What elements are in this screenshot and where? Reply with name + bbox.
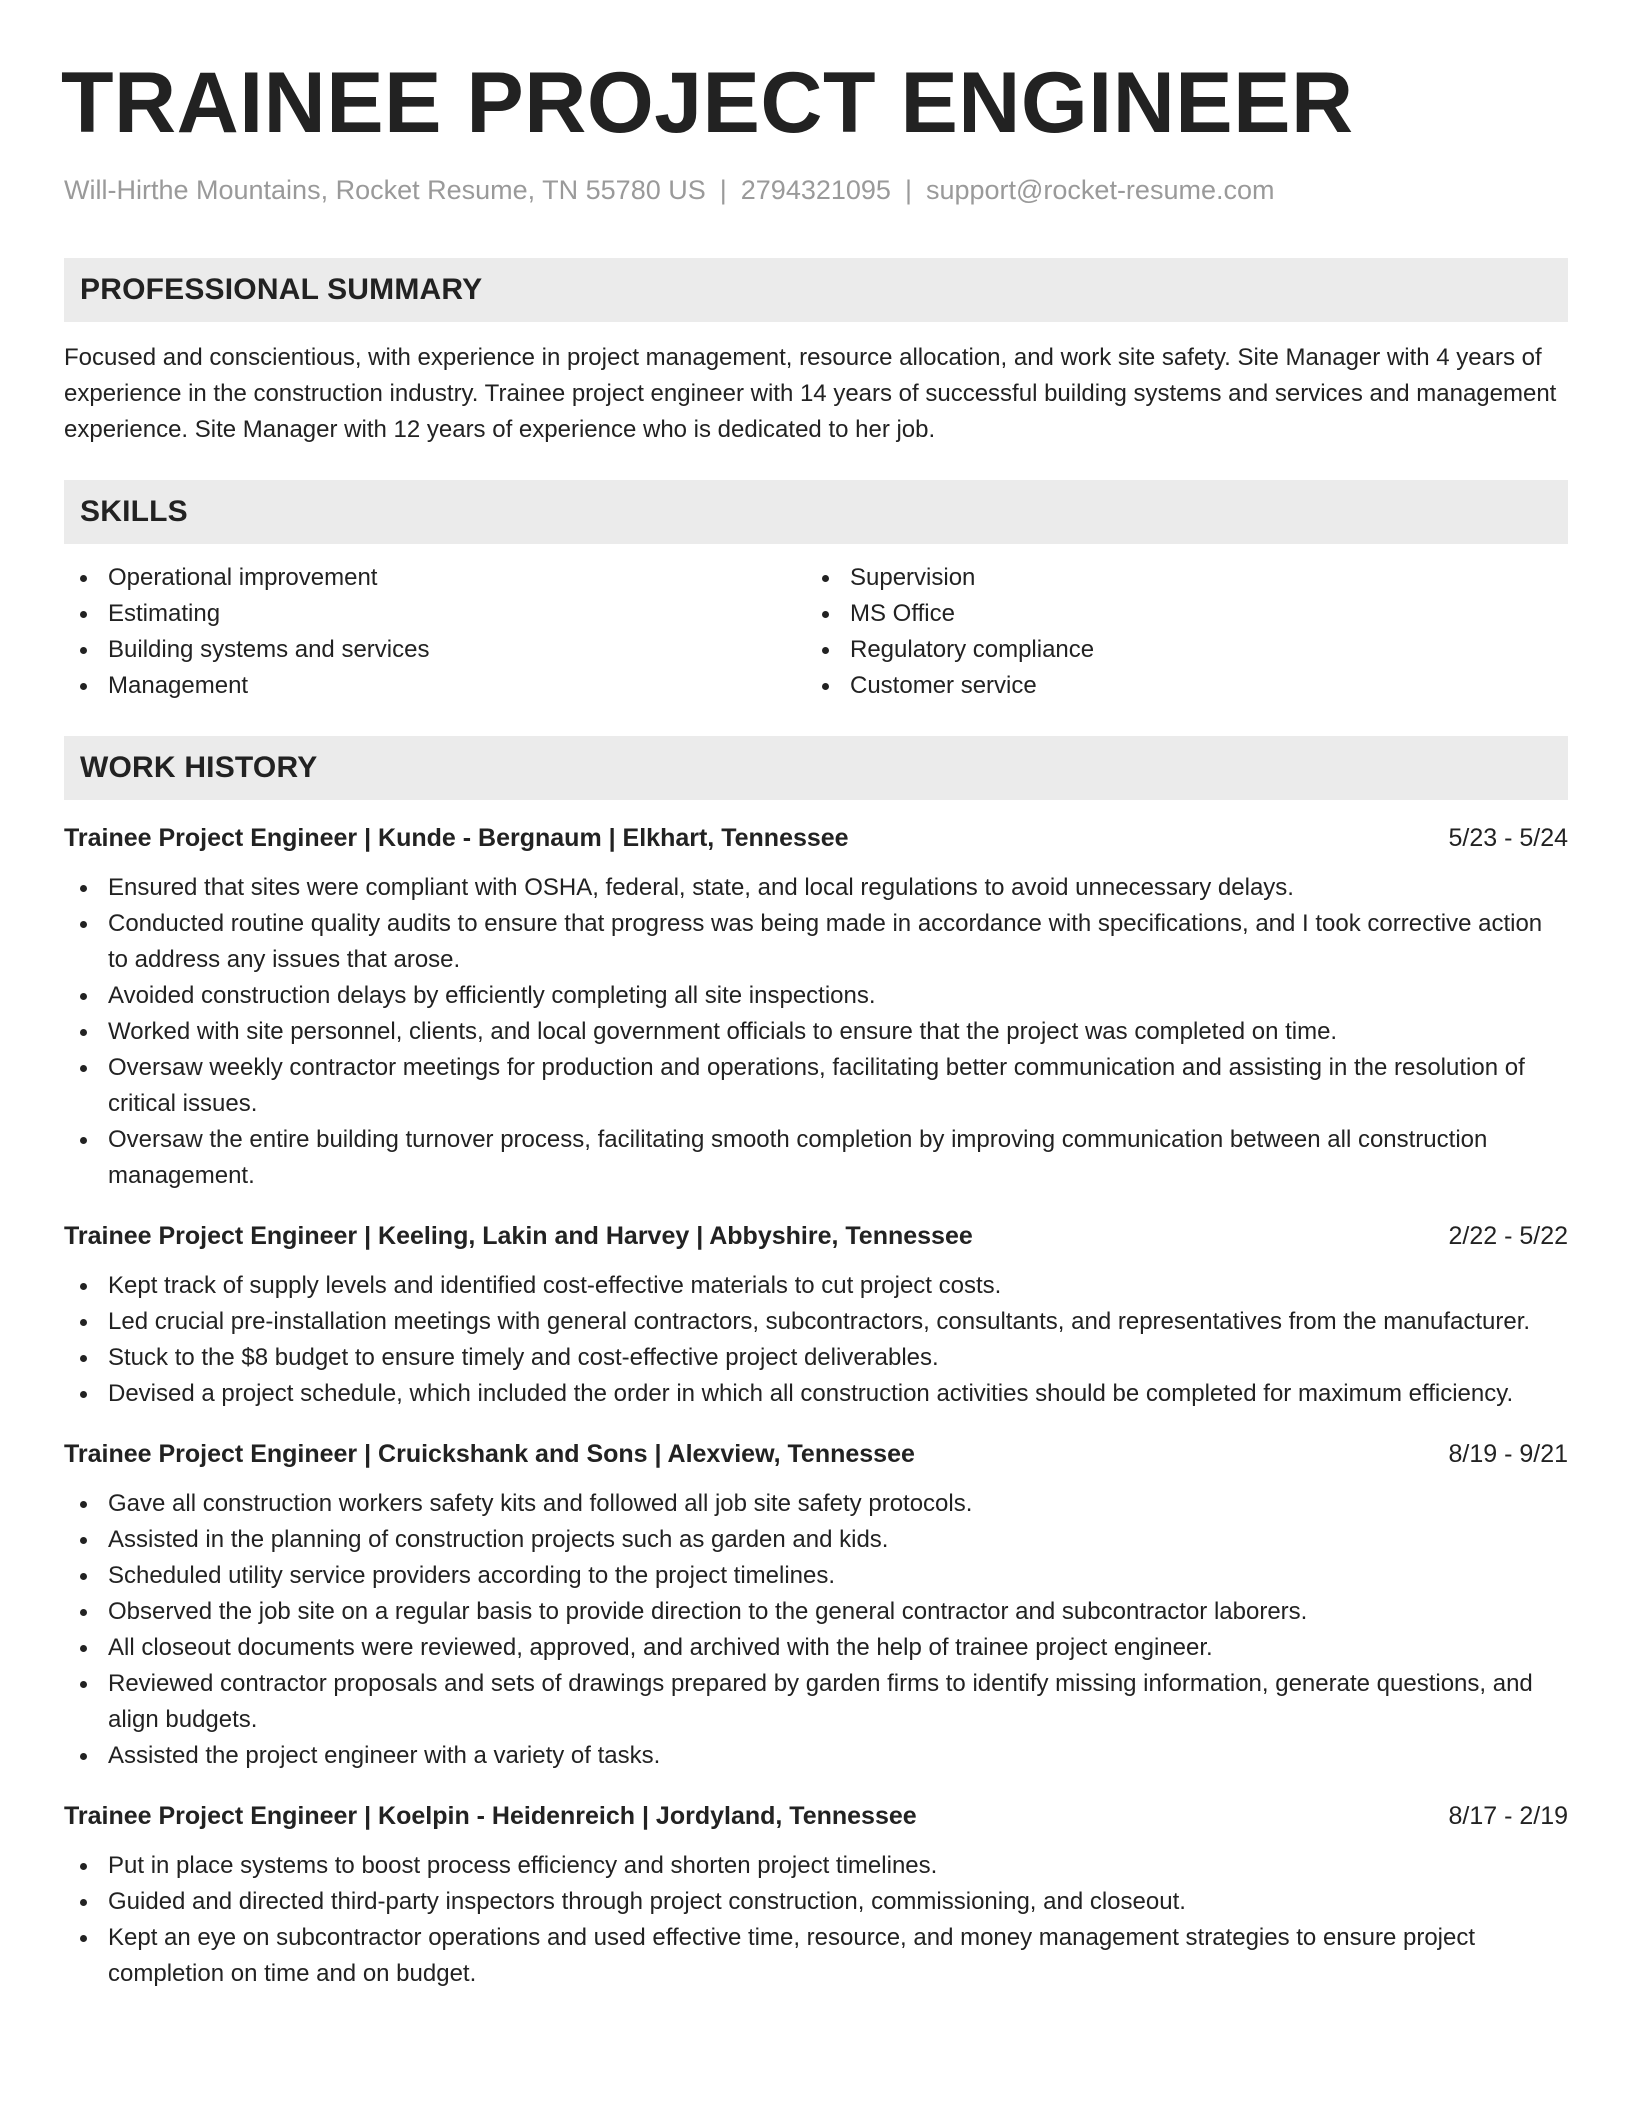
job-dates: 8/17 - 2/19 — [1448, 1802, 1568, 1831]
skill-item: Estimating — [64, 596, 806, 632]
job-entry — [64, 820, 1568, 1194]
job-bullet: Reviewed contractor proposals and sets of drawings prepared by garden firms to identify missing information, generate questions, and align budgets. — [64, 1666, 1568, 1738]
contact-separator: | — [719, 175, 727, 205]
job-dates: 2/22 - 5/22 — [1448, 1222, 1568, 1251]
job-bullet: Led crucial pre-installation meetings with general contractors, subcontractors, consultants, and representatives from the manufacturer. — [64, 1304, 1568, 1340]
page-title: TRAINEE PROJECT ENGINEER — [61, 55, 1354, 151]
job-header — [64, 1436, 1568, 1472]
job-header — [64, 1218, 1568, 1254]
job-bullet: Kept track of supply levels and identified cost-effective materials to cut project costs. — [64, 1268, 1568, 1304]
skill-item: Supervision — [806, 560, 1548, 596]
skill-item: Operational improvement — [64, 560, 806, 596]
skills-column-left — [64, 560, 806, 704]
job-bullet: Ensured that sites were compliant with OSHA, federal, state, and local regulations to avoid unnecessary delays. — [64, 870, 1568, 906]
job-title: Trainee Project Engineer | Cruickshank and Sons | Alexview, Tennessee — [64, 1440, 915, 1469]
job-bullet: Gave all construction workers safety kits and followed all job site safety protocols. — [64, 1486, 1568, 1522]
contact-line — [64, 174, 1568, 206]
job-header — [64, 1798, 1568, 1834]
skill-item: Customer service — [806, 668, 1548, 704]
job-bullets — [64, 870, 1568, 1194]
job-entry — [64, 1436, 1568, 1774]
job-bullets — [64, 1268, 1568, 1412]
section-header-summary: PROFESSIONAL SUMMARY — [64, 258, 1568, 322]
job-bullet: Oversaw the entire building turnover process, facilitating smooth completion by improving communication between all construction management. — [64, 1122, 1568, 1194]
job-title: Trainee Project Engineer | Koelpin - Heidenreich | Jordyland, Tennessee — [64, 1802, 917, 1831]
job-bullet: Assisted in the planning of construction projects such as garden and kids. — [64, 1522, 1568, 1558]
skill-item: Management — [64, 668, 806, 704]
job-bullet: Worked with site personnel, clients, and local government officials to ensure that the project was completed on time. — [64, 1014, 1568, 1050]
job-bullet: Conducted routine quality audits to ensure that progress was being made in accordance with specifications, and I took corrective action to address any issues that arose. — [64, 906, 1568, 978]
job-bullets — [64, 1486, 1568, 1774]
job-bullet: Put in place systems to boost process efficiency and shorten project timelines. — [64, 1848, 1568, 1884]
contact-address: Will-Hirthe Mountains, Rocket Resume, TN 55780 US — [64, 175, 706, 205]
skills-list — [64, 560, 1568, 704]
contact-separator: | — [904, 175, 912, 205]
job-bullet: Oversaw weekly contractor meetings for production and operations, facilitating better communication and assisting in the resolution of critical issues. — [64, 1050, 1568, 1122]
job-bullet: Kept an eye on subcontractor operations and used effective time, resource, and money management strategies to ensure project completion on time and on budget. — [64, 1920, 1568, 1992]
contact-phone: 2794321095 — [740, 175, 891, 205]
job-bullet: Stuck to the $8 budget to ensure timely and cost-effective project deliverables. — [64, 1340, 1568, 1376]
job-bullet: Devised a project schedule, which included the order in which all construction activities should be completed for maximum efficiency. — [64, 1376, 1568, 1412]
contact-email: support@rocket-resume.com — [925, 175, 1275, 205]
job-title: Trainee Project Engineer | Kunde - Bergnaum | Elkhart, Tennessee — [64, 824, 849, 853]
section-header-work-history: WORK HISTORY — [64, 736, 1568, 800]
job-entry — [64, 1798, 1568, 1992]
job-bullets — [64, 1848, 1568, 1992]
job-header — [64, 820, 1568, 856]
job-bullet: Guided and directed third-party inspectors through project construction, commissioning, and closeout. — [64, 1884, 1568, 1920]
job-bullet: All closeout documents were reviewed, approved, and archived with the help of trainee project engineer. — [64, 1630, 1568, 1666]
job-bullet: Observed the job site on a regular basis to provide direction to the general contractor and subcontractor laborers. — [64, 1594, 1568, 1630]
skill-item: Building systems and services — [64, 632, 806, 668]
section-header-skills: SKILLS — [64, 480, 1568, 544]
summary-text: Focused and conscientious, with experience in project management, resource allocation, and work site safety. Site Manager with 4 years of experience in the construction industry. Trainee project engineer with 14 years of successful building systems and services and management experience. Site Manager with 12 years of experience who is dedicated to her job. — [64, 344, 1557, 444]
skills-column-right — [806, 560, 1548, 704]
job-title: Trainee Project Engineer | Keeling, Lakin and Harvey | Abbyshire, Tennessee — [64, 1222, 973, 1251]
job-entry — [64, 1218, 1568, 1412]
job-dates: 8/19 - 9/21 — [1448, 1440, 1568, 1469]
job-bullet: Scheduled utility service providers according to the project timelines. — [64, 1558, 1568, 1594]
skill-item: MS Office — [806, 596, 1548, 632]
job-bullet: Assisted the project engineer with a variety of tasks. — [64, 1738, 1568, 1774]
job-bullet: Avoided construction delays by efficiently completing all site inspections. — [64, 978, 1568, 1014]
skill-item: Regulatory compliance — [806, 632, 1548, 668]
job-dates: 5/23 - 5/24 — [1448, 824, 1568, 853]
